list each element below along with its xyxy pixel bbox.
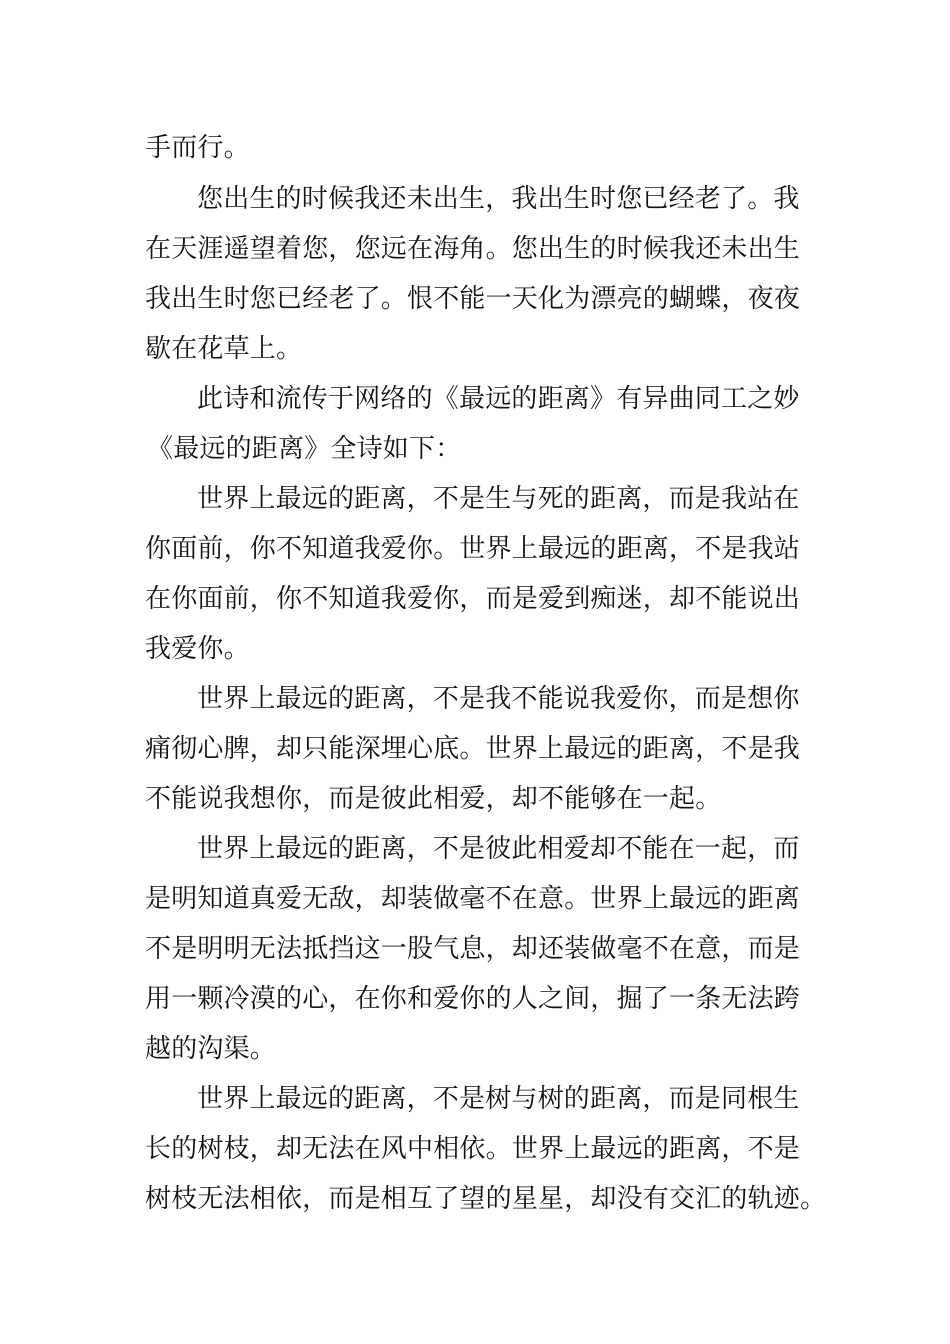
- text-line: 世界上最远的距离，不是彼此相爱却不能在一起，而: [197, 834, 800, 864]
- text-line: 越的沟渠。: [145, 1034, 277, 1064]
- text-line: 《最远的距离》全诗如下：: [147, 434, 462, 464]
- text-line: 在天涯遥望着您，您远在海角。您出生的时候我还未出生: [145, 234, 801, 264]
- text-line: 世界上最远的距离，不是生与死的距离，而是我站在: [197, 484, 800, 514]
- text-line: 我爱你。: [145, 634, 250, 664]
- text-line: 世界上最远的距离，不是我不能说我爱你，而是想你: [197, 684, 800, 714]
- text-line: 我出生时您已经老了。恨不能一天化为漂亮的蝴蝶，夜夜: [145, 284, 801, 314]
- text-line: 此诗和流传于网络的《最远的距离》有异曲同工之妙: [197, 384, 800, 414]
- text-line: 长的树枝，却无法在风中相依。世界上最远的距离，不是: [145, 1134, 801, 1164]
- text-line: 不能说我想你，而是彼此相爱，却不能够在一起。: [145, 784, 722, 814]
- text-line: 痛彻心脾，却只能深埋心底。世界上最远的距离，不是我: [145, 734, 801, 764]
- text-line: 世界上最远的距离，不是树与树的距离，而是同根生: [197, 1084, 800, 1114]
- text-line: 你面前，你不知道我爱你。世界上最远的距离，不是我站: [145, 534, 801, 564]
- text-line: 手而行。: [145, 133, 250, 163]
- text-line: 用一颗冷漠的心，在你和爱你的人之间，掘了一条无法跨: [145, 984, 801, 1014]
- text-line: 是明知道真爱无敌，却装做毫不在意。世界上最远的距离: [145, 884, 801, 914]
- text-line: 不是明明无法抵挡这一股气息，却还装做毫不在意，而是: [145, 934, 801, 964]
- text-line: 在你面前，你不知道我爱你，而是爱到痴迷，却不能说出: [145, 584, 801, 614]
- text-line: 歇在花草上。: [145, 334, 303, 364]
- text-line: 树枝无法相依，而是相互了望的星星，却没有交汇的轨迹。: [145, 1184, 827, 1214]
- text-line: 您出生的时候我还未出生，我出生时您已经老了。我: [197, 184, 800, 214]
